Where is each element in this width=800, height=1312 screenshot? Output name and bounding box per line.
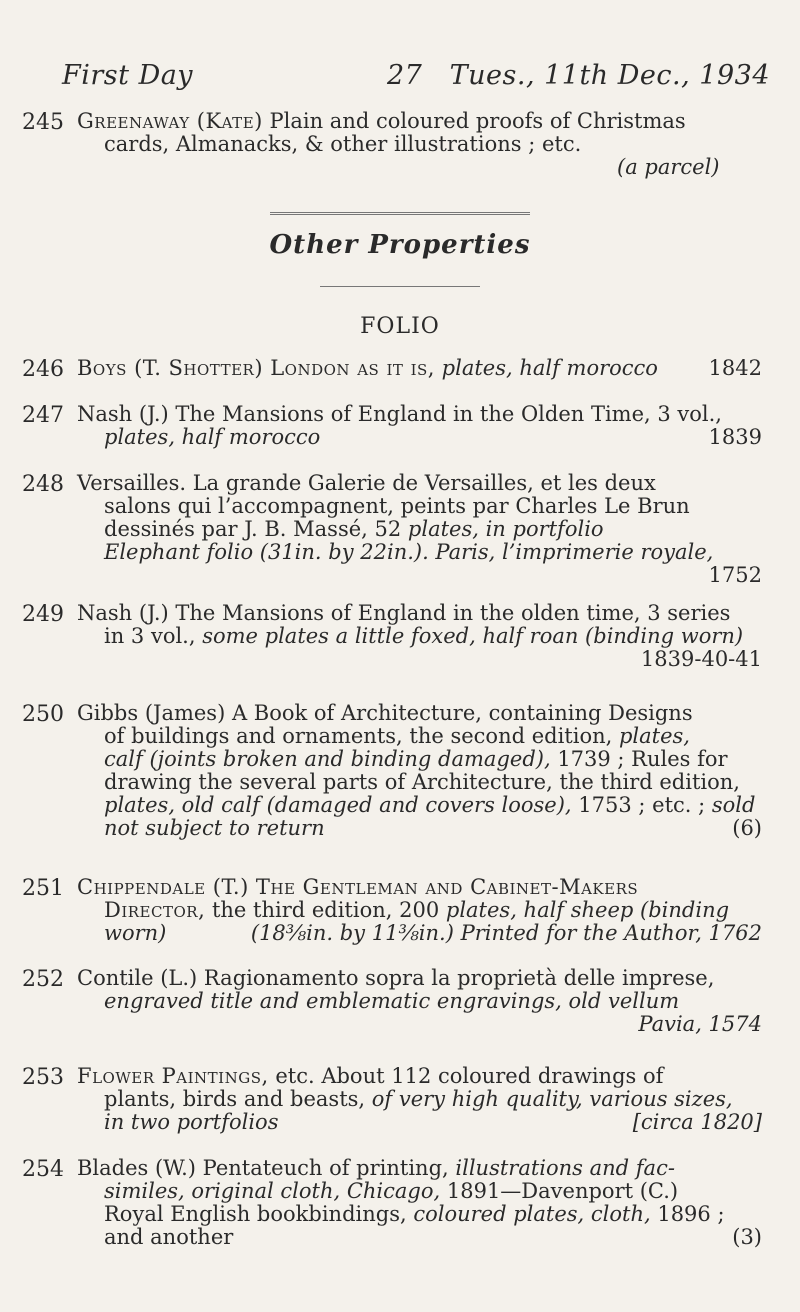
lot-text: plates, half sheep (binding xyxy=(445,898,730,922)
lot-author: Flower Paintings, xyxy=(77,1064,269,1088)
lot-text: 1753 ; etc. ; xyxy=(571,793,712,817)
lot-text: engraved title and emblematic engravings, old vellum xyxy=(104,989,680,1013)
lot-text: in 3 vol., xyxy=(104,624,203,648)
lot-number: 254 xyxy=(22,1157,64,1182)
lot-text: Blades (W.) Pentateuch of printing, xyxy=(77,1156,456,1180)
lot-text: in two portfolios xyxy=(104,1110,279,1134)
lot-number: 246 xyxy=(22,357,64,382)
lot-number: 250 xyxy=(22,702,64,727)
lot-quantity: (6) xyxy=(732,816,762,840)
lot-text: of buildings and ornaments, the second edition, xyxy=(104,724,619,748)
lot-text: plates, in portfolio xyxy=(407,517,604,541)
header-date: Tues., 11th Dec., 1934 xyxy=(449,60,770,91)
lot-date: [circa 1820] xyxy=(632,1110,762,1134)
lot-number: 245 xyxy=(22,110,64,135)
section-divider xyxy=(0,212,800,215)
lot-text: some plates a little foxed, half roan (binding worn) xyxy=(202,624,744,648)
lot-text: 1739 ; Rules for xyxy=(550,747,728,771)
lot-number: 248 xyxy=(22,472,64,497)
lot-date: 1842 xyxy=(708,356,762,380)
lot-text: coloured plates, cloth, xyxy=(413,1202,651,1226)
lot-text: sold xyxy=(711,793,756,817)
lot-text: not subject to return xyxy=(104,816,325,840)
lot-text: Director, xyxy=(104,898,206,922)
lot-quantity: (a parcel) xyxy=(617,155,720,179)
lot-imprint: Pavia, 1574 xyxy=(638,1012,762,1036)
lot-text: drawing the several parts of Architecture, the third edition, xyxy=(104,770,740,794)
lot-text: Gibbs (James) A Book of Architecture, containing Designs xyxy=(77,701,693,725)
lot-date: 1839 xyxy=(708,425,762,449)
lot-date: 1752 xyxy=(708,563,762,587)
section-title: Other Properties xyxy=(269,230,531,260)
lot-text: dessinés par J. B. Massé, 52 xyxy=(104,517,408,541)
lot-text: plates, half morocco xyxy=(441,356,658,380)
lot-author: Chippendale (T.) The Gentleman and Cabinet-Makers xyxy=(77,875,639,899)
lot-text: illustrations and fac- xyxy=(455,1156,675,1180)
lot-number: 253 xyxy=(22,1065,64,1090)
lot-text: plates, half morocco xyxy=(104,425,321,449)
lot-author: Boys (T. Shotter) London as it is, xyxy=(77,356,435,380)
lot-text: of very high quality, various sizes, xyxy=(371,1087,733,1111)
lot-number: 251 xyxy=(22,876,64,901)
lot-text: cards, Almanacks, & other illustrations ; etc. xyxy=(104,132,582,156)
lot-text: and another xyxy=(104,1225,234,1249)
lot-text: Plain and coloured proofs of Christmas xyxy=(262,109,686,133)
lot-text: calf (joints broken and binding damaged), xyxy=(104,747,551,771)
lot-date: 1839-40-41 xyxy=(640,647,762,671)
lot-text: Royal English bookbindings, xyxy=(104,1202,414,1226)
lot-text: (18⅜in. by 11⅜in.) Printed for the Author, 1762 xyxy=(250,921,762,945)
lot-text: plants, birds and beasts, xyxy=(104,1087,372,1111)
section-divider xyxy=(0,286,800,287)
lot-text: Nash (J.) The Mansions of England in the Olden Time, 3 vol., xyxy=(77,402,722,426)
lot-text: worn) xyxy=(104,921,167,945)
lot-text: Versailles. La grande Galerie de Versailles, et les deux xyxy=(77,471,656,495)
lot-text: 1891—Davenport (C.) xyxy=(440,1179,679,1203)
header-day: First Day xyxy=(62,60,194,91)
lot-text: etc. About 112 coloured drawings of xyxy=(268,1064,664,1088)
lot-author: Greenaway (Kate) xyxy=(77,109,263,133)
lot-quantity: (3) xyxy=(732,1225,762,1249)
lot-text: 1896 ; xyxy=(650,1202,725,1226)
lot-text: salons qui l’accompagnent, peints par Charles Le Brun xyxy=(104,494,690,518)
lot-number: 249 xyxy=(22,602,64,627)
lot-number: 247 xyxy=(22,403,64,428)
format-heading: FOLIO xyxy=(360,314,440,339)
lot-text: Nash (J.) The Mansions of England in the olden time, 3 series xyxy=(77,601,731,625)
lot-text: plates, xyxy=(618,724,690,748)
lot-text: Elephant folio (31in. by 22in.). Paris, l’imprimerie royale, xyxy=(104,540,714,564)
lot-text: Contile (L.) Ragionamento sopra la proprietà delle imprese, xyxy=(77,966,715,990)
lot-text: similes, original cloth, Chicago, xyxy=(104,1179,441,1203)
lot-text: the third edition, 200 xyxy=(205,898,446,922)
page-header xyxy=(62,60,770,100)
lot-number: 252 xyxy=(22,967,64,992)
header-page-number: 27 xyxy=(387,60,423,91)
lot-text: plates, old calf (damaged and covers loose), xyxy=(104,793,572,817)
